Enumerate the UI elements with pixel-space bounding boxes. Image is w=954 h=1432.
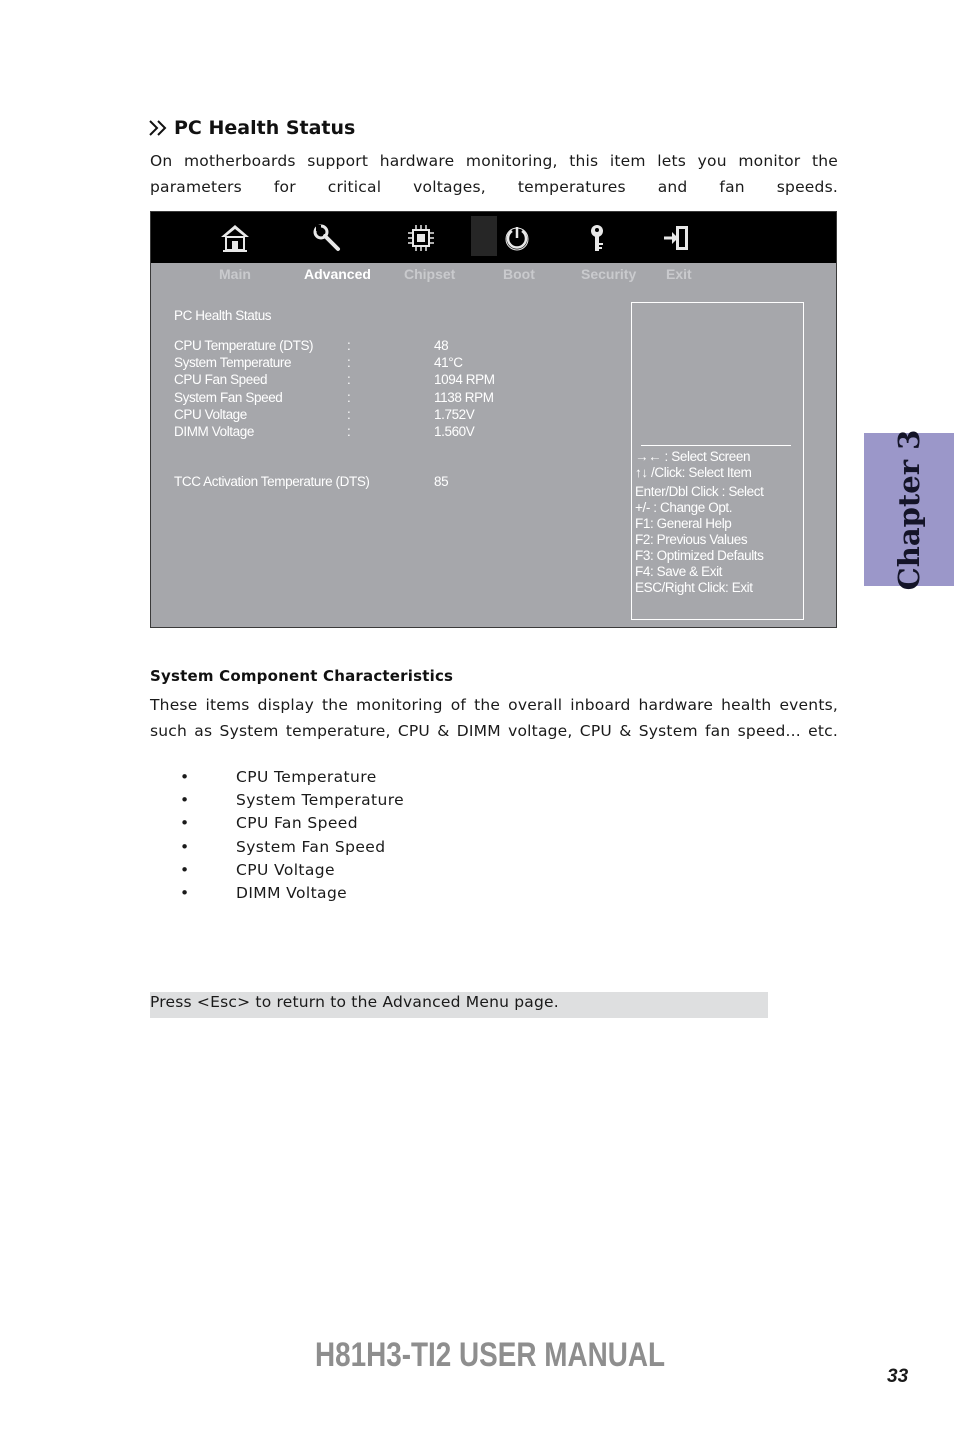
home-icon[interactable] (219, 222, 251, 254)
help-divider (641, 445, 791, 446)
tab-exit[interactable]: Exit (666, 266, 692, 282)
list-item (180, 789, 404, 812)
tab-chipset[interactable]: Chipset (404, 266, 456, 282)
wrench-icon[interactable] (311, 222, 343, 254)
chapter-tab (864, 429, 954, 590)
tab-highlight (471, 216, 497, 256)
row-value: 1.560V (434, 424, 475, 439)
subsection-heading: System Component Characteristics (150, 667, 454, 685)
help-line: ↑↓ /Click: Select Item (635, 465, 752, 480)
section-title: PC Health Status (174, 117, 356, 139)
list-item-text: CPU Voltage (236, 860, 335, 879)
row-value: 48 (434, 338, 449, 353)
help-panel (631, 302, 804, 620)
tcc-label: TCC Activation Temperature (DTS) (174, 474, 370, 489)
row-label: System Fan Speed (174, 390, 283, 405)
bullet: • (180, 837, 190, 856)
row-label: CPU Fan Speed (174, 372, 268, 387)
bullet-list (180, 766, 404, 905)
list-item (180, 882, 404, 905)
tab-security[interactable]: Security (581, 266, 637, 282)
panel-title: PC Health Status (174, 308, 272, 323)
system-component-paragraph: These items display the monitoring of the overall inboard hardware health events, such as System temperature, CPU & DIMM voltage, CPU & System fan speed... etc. (150, 696, 838, 740)
help-line: Enter/Dbl Click : Select (635, 484, 764, 499)
power-icon[interactable] (501, 222, 533, 254)
row-value: 1138 RPM (434, 390, 494, 405)
bios-top-bar (151, 212, 836, 263)
help-line: ESC/Right Click: Exit (635, 580, 753, 595)
list-item (180, 836, 404, 859)
tcc-value: 85 (434, 474, 449, 489)
list-item-text: CPU Temperature (236, 768, 377, 786)
bullet: • (180, 883, 190, 902)
row-label: CPU Temperature (DTS) (174, 338, 314, 353)
chip-icon[interactable] (405, 222, 437, 254)
exit-door-icon[interactable] (661, 222, 693, 254)
list-item-text: CPU Fan Speed (236, 814, 358, 833)
page-number: 33 (887, 1366, 909, 1387)
bullet: • (180, 814, 190, 833)
help-line: F1: General Help (635, 516, 732, 531)
list-item (180, 812, 404, 835)
row-value: 1094 RPM (434, 372, 495, 387)
row-value: 1.752V (434, 407, 475, 422)
double-chevron-right-icon (148, 119, 168, 137)
help-line: →← : Select Screen (635, 449, 751, 464)
list-item-text: System Fan Speed (236, 837, 386, 856)
row-value: 41°C (434, 355, 463, 370)
list-item-text: DIMM Voltage (236, 883, 348, 902)
bullet: • (180, 860, 190, 879)
list-item (180, 859, 404, 882)
bios-tab-bar (151, 266, 836, 286)
chapter-label: Chapter 3 (892, 429, 926, 590)
help-line: F4: Save & Exit (635, 564, 723, 579)
help-line: +/- : Change Opt. (635, 500, 733, 515)
bullet: • (180, 768, 190, 786)
row-separator: : (347, 424, 351, 439)
row-separator: : (347, 355, 351, 370)
help-line: F2: Previous Values (635, 532, 748, 547)
manual-title: H81H3-TI2 USER MANUAL (314, 1336, 666, 1374)
row-separator: : (347, 372, 351, 387)
list-item-text: System Temperature (236, 791, 405, 810)
bios-screenshot (150, 211, 837, 628)
key-icon[interactable] (581, 222, 613, 254)
help-line: F3: Optimized Defaults (635, 548, 764, 563)
bullet: • (180, 791, 190, 810)
tab-advanced[interactable]: Advanced (304, 266, 371, 282)
list-item (180, 766, 404, 789)
row-label: DIMM Voltage (174, 424, 254, 439)
row-separator: : (347, 407, 351, 422)
intro-paragraph: On motherboards support hardware monitoring, this item lets you monitor the parameters for critical voltages, temperatures and fan speeds. (150, 152, 838, 196)
row-label: CPU Voltage (174, 407, 247, 422)
row-separator: : (347, 390, 351, 405)
row-label: System Temperature (174, 355, 292, 370)
row-separator: : (347, 338, 351, 353)
tab-boot[interactable]: Boot (503, 266, 535, 282)
section-heading (148, 114, 355, 142)
tab-main[interactable]: Main (219, 266, 251, 282)
esc-note: Press <Esc> to return to the Advanced Menu page. (150, 992, 768, 1018)
